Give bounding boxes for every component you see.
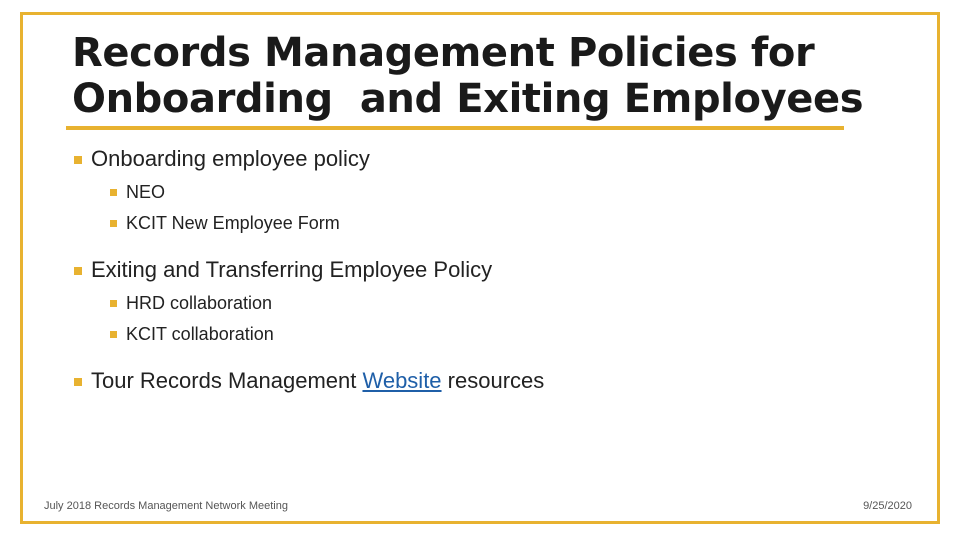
square-bullet-icon xyxy=(74,378,82,386)
sub-bullet-text: NEO xyxy=(126,182,166,202)
bullet-onboarding-policy xyxy=(74,146,894,176)
square-bullet-icon xyxy=(110,189,117,196)
sub-bullet-text: KCIT New Employee Form xyxy=(126,213,340,233)
footer-meeting-label: July 2018 Records Management Network Meeting xyxy=(44,500,288,512)
bullet-text-after: resources xyxy=(441,368,545,393)
title-underline xyxy=(66,126,844,130)
square-bullet-icon xyxy=(110,300,117,307)
title-line-2: Onboarding and Exiting Employees xyxy=(72,76,864,122)
bullet-exiting-policy xyxy=(74,257,894,287)
square-bullet-icon xyxy=(74,267,82,275)
sub-bullet-kcit xyxy=(74,324,894,355)
bullet-list xyxy=(74,146,894,398)
square-bullet-icon xyxy=(110,331,117,338)
sub-bullet-neo xyxy=(74,182,894,213)
bullet-text-before: Tour Records Management xyxy=(91,368,363,393)
sub-bullet-hrd xyxy=(74,293,894,324)
website-link[interactable]: Website xyxy=(362,368,442,393)
sub-bullet-text: HRD collaboration xyxy=(126,293,273,313)
bullet-tour-website xyxy=(74,368,894,398)
square-bullet-icon xyxy=(110,220,117,227)
square-bullet-icon xyxy=(74,156,82,164)
sub-bullet-kcit-form xyxy=(74,213,894,244)
sub-bullet-text: KCIT collaboration xyxy=(126,324,274,344)
bullet-text: Exiting and Transferring Employee Policy xyxy=(91,257,493,282)
title-line-1: Records Management Policies for xyxy=(72,30,815,76)
footer-date: 9/25/2020 xyxy=(863,500,912,512)
bullet-text: Onboarding employee policy xyxy=(91,146,370,171)
slide-title xyxy=(72,30,872,122)
